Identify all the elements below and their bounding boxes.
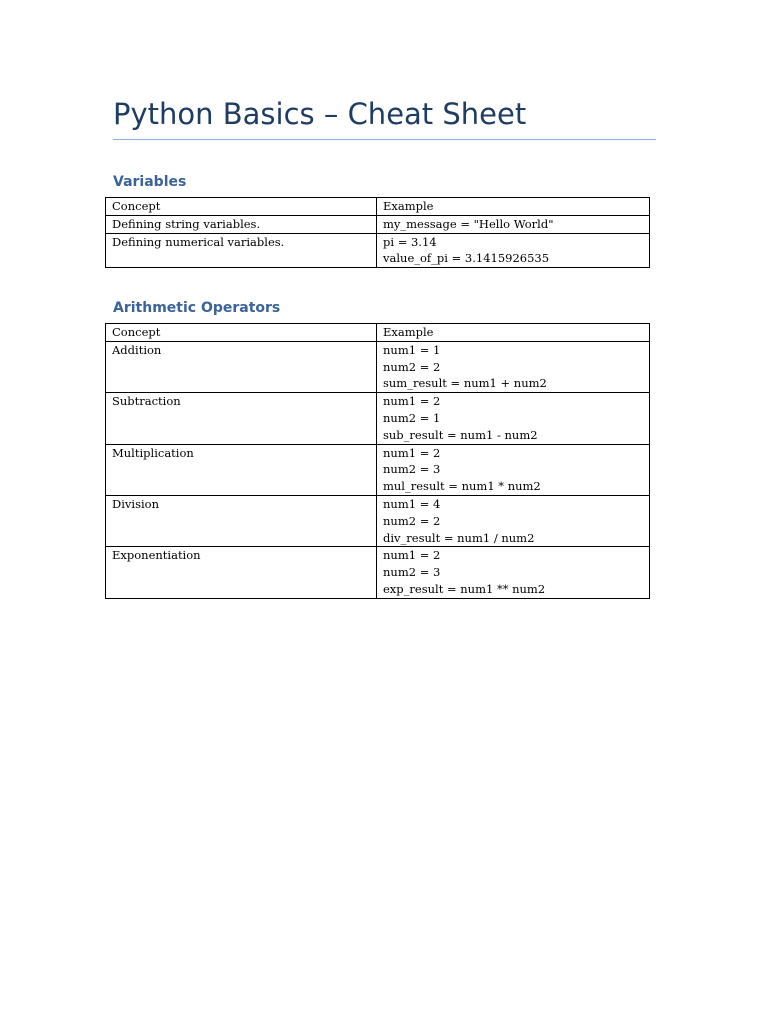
code-line: num1 = 2 [383, 445, 441, 460]
table-row [106, 547, 650, 598]
table-row [106, 233, 650, 268]
code-line: num1 = 1 [383, 342, 441, 357]
code-line: sub_result = num1 - num2 [383, 427, 538, 442]
code-line: num1 = 4 [383, 496, 441, 511]
page-title: Python Basics – Cheat Sheet [113, 97, 527, 131]
code-line: value_of_pi = 3.1415926535 [383, 251, 550, 266]
table-row [106, 495, 650, 546]
table-row [106, 393, 650, 444]
code-line: num2 = 1 [383, 410, 441, 425]
concept-cell: Exponentiation [106, 547, 377, 598]
concept-cell: Multiplication [106, 444, 377, 495]
code-line: num2 = 2 [383, 359, 441, 374]
code-line: exp_result = num1 ** num2 [383, 581, 546, 596]
arithmetic-operators-table [105, 323, 650, 599]
column-header-example: Example [377, 198, 650, 216]
concept-cell: Defining numerical variables. [106, 233, 377, 268]
variables-table [105, 197, 650, 268]
code-line: pi = 3.14 [383, 234, 437, 249]
table-header-row [106, 324, 650, 342]
concept-cell: Addition [106, 341, 377, 392]
table-header-row [106, 198, 650, 216]
example-cell [377, 495, 650, 546]
column-header-concept: Concept [106, 198, 377, 216]
concept-cell: Defining string variables. [106, 215, 377, 233]
section-heading-arithmetic-operators: Arithmetic Operators [113, 300, 281, 316]
code-line: div_result = num1 / num2 [383, 530, 535, 545]
example-cell [377, 547, 650, 598]
code-line: mul_result = num1 * num2 [383, 479, 541, 494]
example-cell [377, 341, 650, 392]
title-divider [113, 139, 656, 140]
example-cell [377, 444, 650, 495]
example-cell [377, 393, 650, 444]
code-line: num2 = 2 [383, 513, 441, 528]
table-row [106, 215, 650, 233]
example-cell [377, 233, 650, 268]
code-line: num1 = 2 [383, 548, 441, 563]
concept-cell: Division [106, 495, 377, 546]
section-heading-variables: Variables [113, 174, 187, 190]
code-line: sum_result = num1 + num2 [383, 376, 547, 391]
table-row [106, 341, 650, 392]
concept-cell: Subtraction [106, 393, 377, 444]
column-header-concept: Concept [106, 324, 377, 342]
column-header-example: Example [377, 324, 650, 342]
table-row [106, 444, 650, 495]
example-cell [377, 215, 650, 233]
code-line: num2 = 3 [383, 462, 441, 477]
code-line: num1 = 2 [383, 394, 441, 409]
code-line: num2 = 3 [383, 565, 441, 580]
code-line: my_message = "Hello World" [383, 216, 554, 231]
